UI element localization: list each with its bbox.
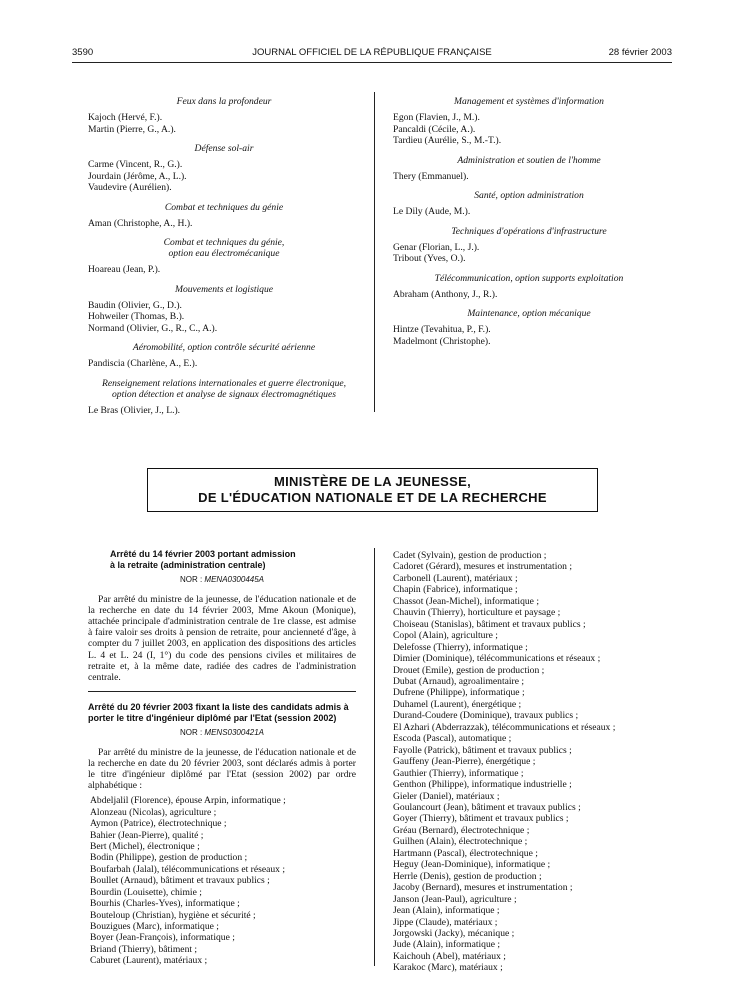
laureate-name: Le Dily (Aude, M.).: [393, 206, 471, 217]
candidate-entry: Heguy (Jean-Dominique), informatique ;: [393, 859, 551, 871]
candidate-entry: Janson (Jean-Paul), agriculture ;: [393, 893, 517, 905]
section-title: Combat et techniques du génie: [164, 201, 284, 213]
candidate-entry: Aymon (Patrice), électrotechnique ;: [90, 818, 227, 830]
candidate-entry: Dimier (Dominique), télécommunications et réseaux ;: [393, 653, 601, 665]
arrete-2-nor: [88, 727, 356, 739]
candidate-entry: Fayolle (Patrick), bâtiment et travaux publics ;: [393, 744, 572, 756]
candidate-entry: Gieler (Daniel), matériaux ;: [393, 790, 500, 802]
section: [88, 237, 360, 276]
candidate-entry: Bert (Michel), électronique ;: [90, 841, 200, 853]
candidate-entry: Karakoc (Marc), matériaux ;: [393, 962, 503, 974]
candidate-entry: Copol (Alain), agriculture ;: [393, 630, 498, 642]
candidate-entry: Bouteloup (Christian), hygiène et sécurité ;: [90, 909, 256, 921]
arrete-1-title: [88, 549, 356, 570]
section: [88, 342, 360, 370]
laureate-name: Martin (Pierre, G., A.).: [88, 123, 176, 135]
column-divider-bottom: [374, 548, 375, 966]
laureate-name: Hintze (Tevahitua, P., F.).: [393, 324, 491, 335]
candidate-entry: Dufrene (Philippe), informatique ;: [393, 687, 525, 699]
laureate-name: Egon (Flavien, J., M.).: [393, 112, 480, 123]
candidate-entry: Jean (Alain), informatique ;: [393, 905, 500, 917]
laureate-name: Le Bras (Olivier, J., L.).: [88, 404, 181, 416]
laureate-name: Tribout (Yves, O.).: [393, 253, 466, 264]
section-title: Défense sol-air: [194, 143, 254, 154]
section-title: Mouvements et logistique: [174, 283, 274, 295]
section: [88, 378, 360, 417]
section: [393, 308, 665, 347]
laureate-name: Thery (Emmanuel).: [393, 170, 469, 182]
laureate-name: Normand (Olivier, G., R., C., A.).: [88, 322, 218, 334]
candidate-entry: Jude (Alain), informatique ;: [393, 939, 501, 951]
candidate-entry: Goulancourt (Jean), bâtiment et travaux publics ;: [393, 801, 581, 813]
arrete-2-paragraph: Par arrêté du ministre de la jeunesse, de l'éducation nationale et de la recherche en date du 20 février 2003, sont déclarés admis à porter le titre d'ingénieur diplômé par l'Etat (session 2002) par ordre alphabétique :: [88, 746, 356, 792]
section-title: Aéromobilité, option contrôle sécurité aérienne: [132, 342, 316, 353]
laureate-name: Carme (Vincent, R., G.).: [88, 159, 183, 170]
candidate-entry: Herrle (Denis), gestion de production ;: [393, 870, 542, 882]
candidate-entry: Gauthier (Thierry), informatique ;: [393, 767, 524, 779]
section: [88, 202, 360, 230]
journal-title: JOURNAL OFFICIEL DE LA RÉPUBLIQUE FRANÇAISE: [252, 47, 492, 58]
candidate-entry: Boufarbah (Jalal), télécommunications et réseaux ;: [90, 863, 285, 875]
candidate-entry: Briand (Thierry), bâtiment ;: [90, 943, 198, 955]
arrete-2-title: Arrêté du 20 février 2003 fixant la liste des candidats admis à porter le titre d'ingénieur diplômé par l'Etat (session 2002): [88, 702, 349, 723]
candidate-entry: Caburet (Laurent), matériaux ;: [90, 955, 208, 967]
column-divider-top: [374, 92, 375, 412]
laureate-name: Vaudevire (Aurélien).: [88, 182, 172, 193]
candidate-entry: Bourdin (Louisette), chimie ;: [90, 886, 202, 898]
laureate-name: Kajoch (Hervé, F.).: [88, 112, 163, 123]
candidate-list-right: [393, 550, 665, 974]
candidate-entry: Gauffeny (Jean-Pierre), énergétique ;: [393, 756, 536, 768]
section: [393, 96, 665, 147]
section: [393, 155, 665, 183]
section: [88, 284, 360, 335]
arrete-1-paragraph: Par arrêté du ministre de la jeunesse, de l'éducation nationale et de la recherche en date du 14 février 2003, Mme Akoun (Monique), attachée principale d'administration centrale de 1re classe, est admise à faire valoir ses droits à pension de retraite, pour ancienneté d'âge, à compter du 7 juillet 2003, en application des dispositions des articles L. 4 et L. 24 (I, 1°) du code des pensions civiles et militaires de retraite et, à la même date, radiée des cadres de l'administration centrale.: [88, 593, 356, 683]
candidate-entry: Chapin (Fabrice), informatique ;: [393, 584, 518, 596]
candidate-entry: Durand-Coudere (Dominique), travaux publics ;: [393, 710, 579, 722]
candidate-list-left: [88, 795, 356, 966]
candidate-entry: Genthon (Philippe), informatique industrielle ;: [393, 779, 572, 791]
section-title: Management et systèmes d'information: [454, 96, 604, 107]
nor-label: NOR :: [179, 728, 205, 738]
candidate-entry: Chauvin (Thierry), horticulture et paysage ;: [393, 607, 561, 619]
issue-date: 28 février 2003: [608, 47, 672, 58]
laureate-name: Hohweiler (Thomas, B.).: [88, 311, 185, 322]
candidate-entry: Bourhis (Charles-Yves), informatique ;: [90, 898, 240, 910]
candidate-entry: Jippe (Claude), matériaux ;: [393, 916, 498, 928]
candidate-entry: Duhamel (Laurent), énergétique ;: [393, 698, 522, 710]
candidate-entry: Guilhen (Alain), électrotechnique ;: [393, 836, 528, 848]
laureate-name: Tardieu (Aurélie, S., M.-T.).: [393, 135, 502, 146]
section: [393, 273, 665, 301]
laureate-name: Hoareau (Jean, P.).: [88, 264, 161, 275]
page-number: 3590: [72, 47, 94, 58]
section-title: Télécommunication, option supports exploitation: [434, 272, 624, 284]
section-title: Administration et soutien de l'homme: [457, 154, 601, 166]
arrete-separator: [88, 691, 356, 692]
laureate-name: Genar (Florian, L., J.).: [393, 241, 480, 253]
ministry-heading-line2: DE L'ÉDUCATION NATIONALE ET DE LA RECHERCHE: [198, 490, 547, 505]
candidate-entry: Boullet (Arnaud), bâtiment et travaux publics ;: [90, 875, 270, 887]
candidate-entry: Abdeljalil (Florence), épouse Arpin, informatique ;: [90, 795, 286, 807]
laureate-name: Pancaldi (Cécile, A.).: [393, 123, 476, 135]
candidate-entry: Cadoret (Gérard), mesures et instrumentation ;: [393, 561, 573, 573]
section: [393, 226, 665, 265]
section-title: Santé, option administration: [474, 190, 584, 201]
section: [88, 96, 360, 135]
candidate-entry: El Azhari (Abderrazzak), télécommunications et réseaux ;: [393, 721, 616, 733]
section: [88, 143, 360, 194]
arrete-1-title-line2: à la retraite (administration centrale): [110, 559, 266, 570]
candidate-entry: Carbonell (Laurent), matériaux ;: [393, 572, 518, 584]
top-left-column: [88, 96, 360, 424]
section-title: Combat et techniques du génie, option eau électromécanique: [163, 237, 285, 259]
candidate-entry: Chassot (Jean-Michel), informatique ;: [393, 595, 540, 607]
candidate-entry: Escoda (Pascal), automatique ;: [393, 733, 512, 745]
header-rule: [72, 62, 672, 63]
laureate-name: Jourdain (Jérôme, A., L.).: [88, 170, 187, 182]
candidate-entry: Boyer (Jean-François), informatique ;: [90, 932, 235, 944]
top-right-column: [393, 96, 665, 355]
candidate-entry: Kaichouh (Abel), matériaux ;: [393, 950, 506, 962]
candidate-entry: Dubat (Arnaud), agroalimentaire ;: [393, 675, 525, 687]
candidate-entry: Jorgowski (Jacky), mécanique ;: [393, 927, 515, 939]
section-title: Techniques d'opérations d'infrastructure: [451, 225, 607, 237]
laureate-name: Aman (Christophe, A., H.).: [88, 217, 193, 229]
candidate-entry: Drouet (Emile), gestion de production ;: [393, 664, 545, 676]
arrete-1-nor: [88, 574, 356, 586]
candidate-entry: Goyer (Thierry), bâtiment et travaux publics ;: [393, 813, 569, 825]
candidate-entry: Bouzigues (Marc), informatique ;: [90, 920, 219, 932]
candidate-entry: Gréau (Bernard), électrotechnique ;: [393, 824, 530, 836]
nor-code: MENS0300421A: [204, 728, 265, 738]
ministry-heading-box: [147, 468, 598, 512]
section-title: Maintenance, option mécanique: [467, 308, 591, 319]
nor-code: MENA0300445A: [204, 575, 265, 584]
candidate-entry: Jacoby (Bernard), mesures et instrumentation ;: [393, 882, 573, 894]
laureate-name: Baudin (Olivier, G., D.).: [88, 299, 182, 311]
arrete-1-title-line1: Arrêté du 14 février 2003 portant admission: [110, 549, 296, 559]
laureate-name: Pandiscia (Charlène, A., E.).: [88, 358, 198, 369]
bottom-left-column: [88, 549, 356, 967]
section: [393, 190, 665, 218]
section-title: Feux dans la profondeur: [176, 96, 272, 107]
page-header: [72, 47, 672, 61]
candidate-entry: Delefosse (Thierry), informatique ;: [393, 641, 528, 653]
candidate-entry: Cadet (Sylvain), gestion de production ;: [393, 550, 547, 561]
ministry-heading-line1: MINISTÈRE DE LA JEUNESSE,: [274, 474, 471, 489]
laureate-name: Madelmont (Christophe).: [393, 335, 491, 347]
nor-label: NOR :: [179, 575, 205, 584]
candidate-entry: Alonzeau (Nicolas), agriculture ;: [90, 806, 217, 818]
candidate-entry: Bahier (Jean-Pierre), qualité ;: [90, 829, 204, 841]
candidate-entry: Choiseau (Stanislas), bâtiment et travaux publics ;: [393, 618, 586, 630]
laureate-name: Abraham (Anthony, J., R.).: [393, 288, 498, 300]
candidate-entry: Hartmann (Pascal), électrotechnique ;: [393, 847, 538, 859]
candidate-entry: Bodin (Philippe), gestion de production ;: [90, 852, 248, 864]
section-title: Renseignement relations internationales et guerre électronique, option détection et analyse de signaux électromagnétiques: [101, 377, 347, 400]
